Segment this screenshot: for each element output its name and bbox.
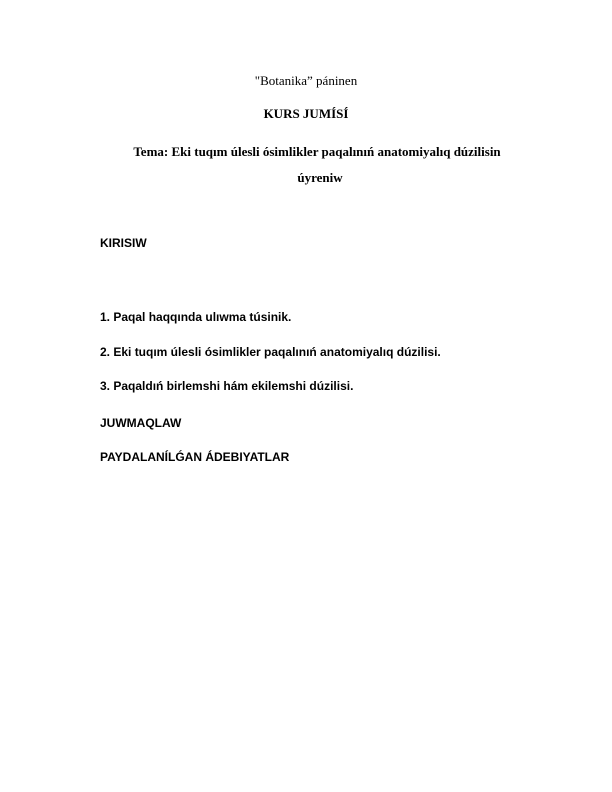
references-heading: PAYDALANÍLǴAN ÁDEBIYATLAR <box>100 450 290 464</box>
topic-title: Tema: Eki tuqım úlesli ósimlikler paqalınıń anatomiyalıq dúzilisin úyreniw <box>133 144 501 185</box>
document-type-title: KURS JUMÍSÍ <box>263 106 349 121</box>
contents-item-3: 3. Paqaldıń birlemshi hám ekilemshi dúzilisi. <box>100 379 354 393</box>
subject-line: "Botanika” páninen <box>254 73 358 88</box>
contents-item-2: 2. Eki tuqım úlesli ósimlikler paqalınıń anatomiyalıq dúzilisi. <box>100 345 441 359</box>
contents-item-1: 1. Paqal haqqında ulıwma túsinik. <box>100 310 292 324</box>
conclusion-heading: JUWMAQLAW <box>100 416 182 430</box>
introduction-heading: KIRISIW <box>100 236 147 250</box>
